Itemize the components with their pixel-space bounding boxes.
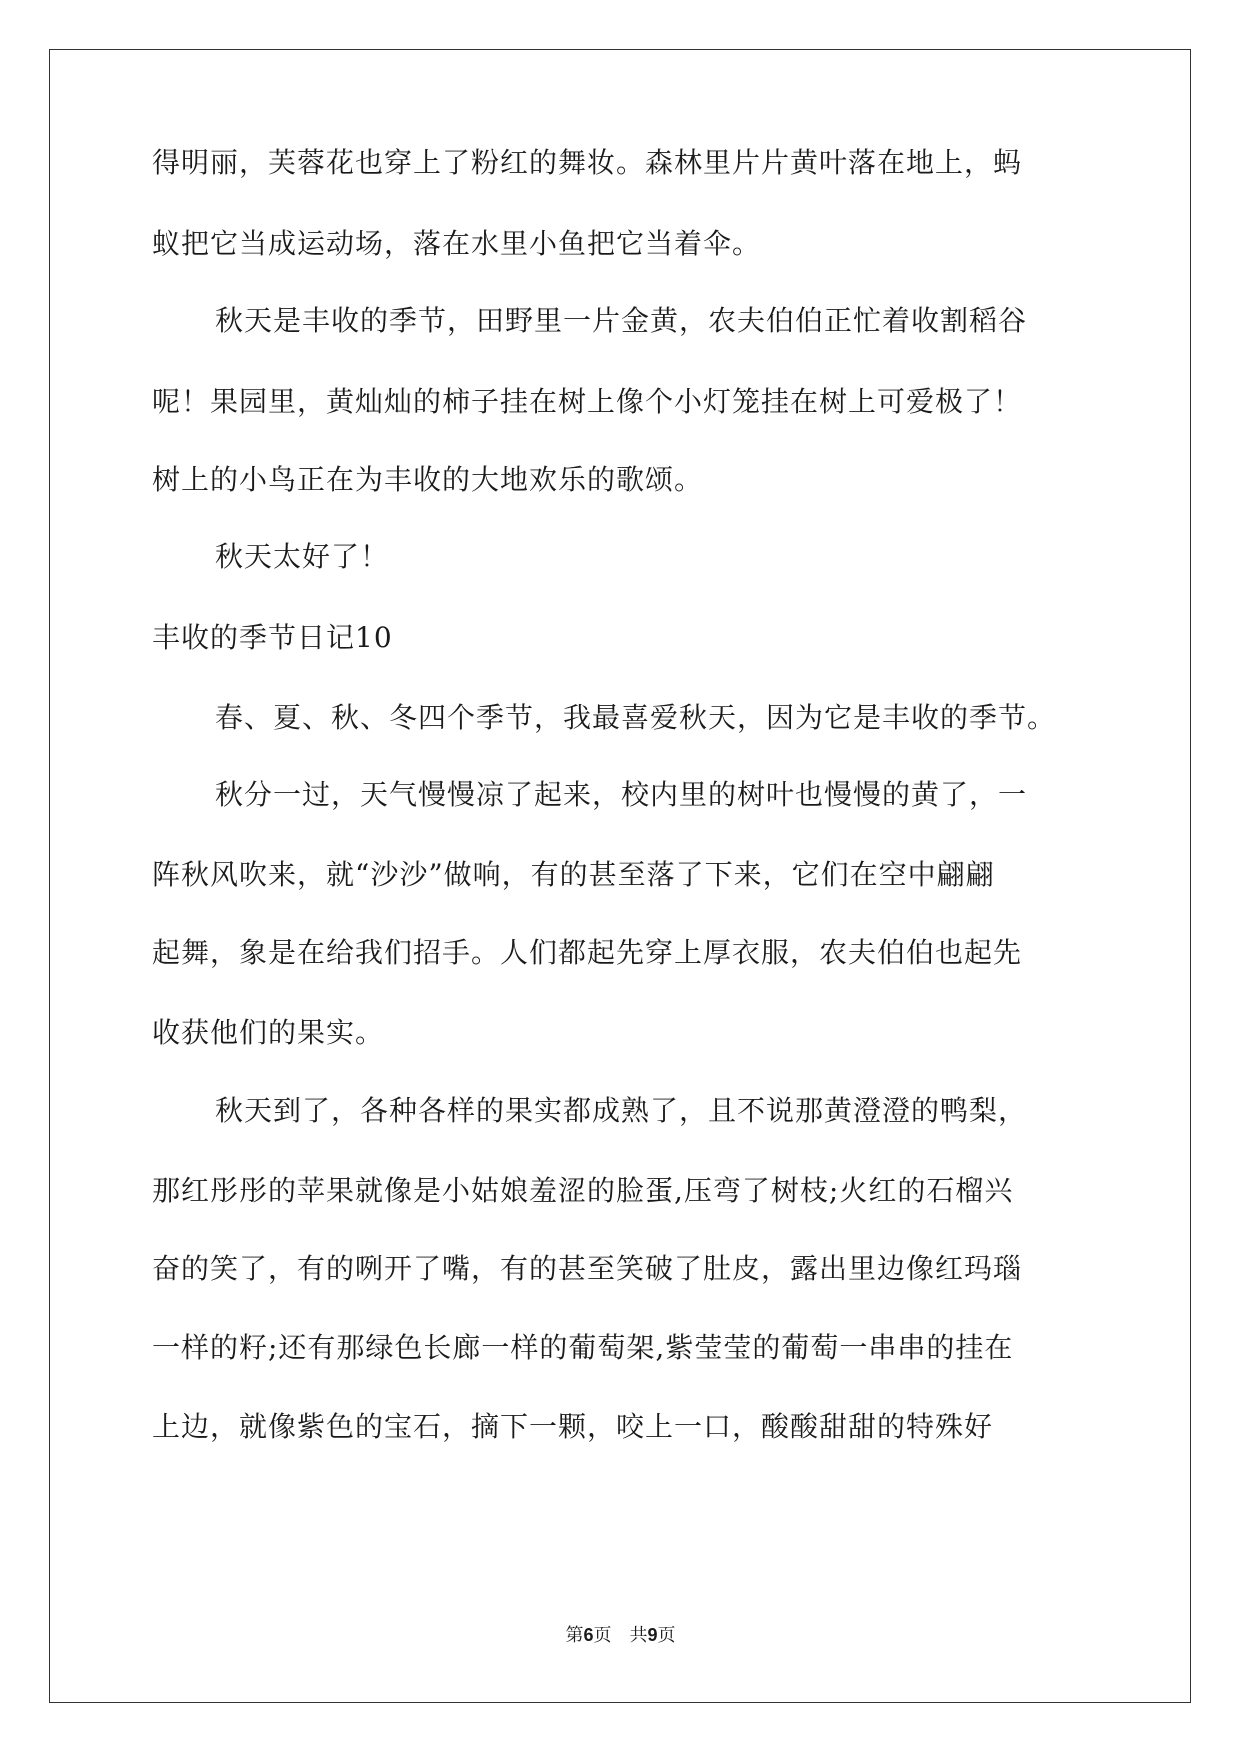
text-line: 那红彤彤的苹果就像是小姑娘羞涩的脸蛋,压弯了树枝;火红的石榴兴 (152, 1174, 1014, 1207)
paragraph-start: 秋分一过，天气慢慢凉了起来，校内里的树叶也慢慢的黄了，一 (215, 778, 1028, 811)
current-page-number: 6 (583, 1625, 594, 1645)
text-line: 奋的笑了，有的咧开了嘴，有的甚至笑破了肚皮，露出里边像红玛瑙 (152, 1252, 1023, 1285)
text-line: 一样的籽;还有那绿色长廊一样的葡萄架,紫莹莹的葡萄一串串的挂在 (152, 1331, 1014, 1364)
paragraph-start: 秋天到了，各种各样的果实都成熟了，且不说那黄澄澄的鸭梨， (215, 1094, 1028, 1127)
text-line: 蚁把它当成运动场，落在水里小鱼把它当着伞。 (152, 227, 762, 260)
paragraph-start: 春、夏、秋、冬四个季节，我最喜爱秋天，因为它是丰收的季节。 (215, 701, 1057, 734)
text-line: 上边，就像紫色的宝石，摘下一颗，咬上一口，酸酸甜甜的特殊好 (152, 1410, 994, 1443)
text-line: 树上的小鸟正在为丰收的大地欢乐的歌颂。 (152, 463, 704, 496)
footer-suffix: 页 (657, 1625, 676, 1646)
total-page-number: 9 (647, 1625, 658, 1645)
text-line: 起舞，象是在给我们招手。人们都起先穿上厚衣服，农夫伯伯也起先 (152, 936, 1023, 969)
text-line: 得明丽，芙蓉花也穿上了粉红的舞妆。森林里片片黄叶落在地上，蚂 (152, 146, 1023, 179)
page-number-footer (0, 1623, 1241, 1648)
footer-prefix: 第 (565, 1625, 584, 1646)
text-line: 收获他们的果实。 (152, 1016, 385, 1049)
paragraph-start: 秋天是丰收的季节，田野里一片金黄，农夫伯伯正忙着收割稻谷 (215, 304, 1028, 337)
paragraph-start: 秋天太好了！ (215, 540, 390, 573)
text-line: 阵秋风吹来，就“沙沙”做响，有的甚至落了下来，它们在空中翩翩 (152, 858, 995, 891)
section-heading: 丰收的季节日记10 (152, 621, 393, 654)
text-line: 呢！果园里，黄灿灿的柿子挂在树上像个小灯笼挂在树上可爱极了！ (152, 385, 1023, 418)
footer-middle: 页 共 (593, 1625, 648, 1646)
